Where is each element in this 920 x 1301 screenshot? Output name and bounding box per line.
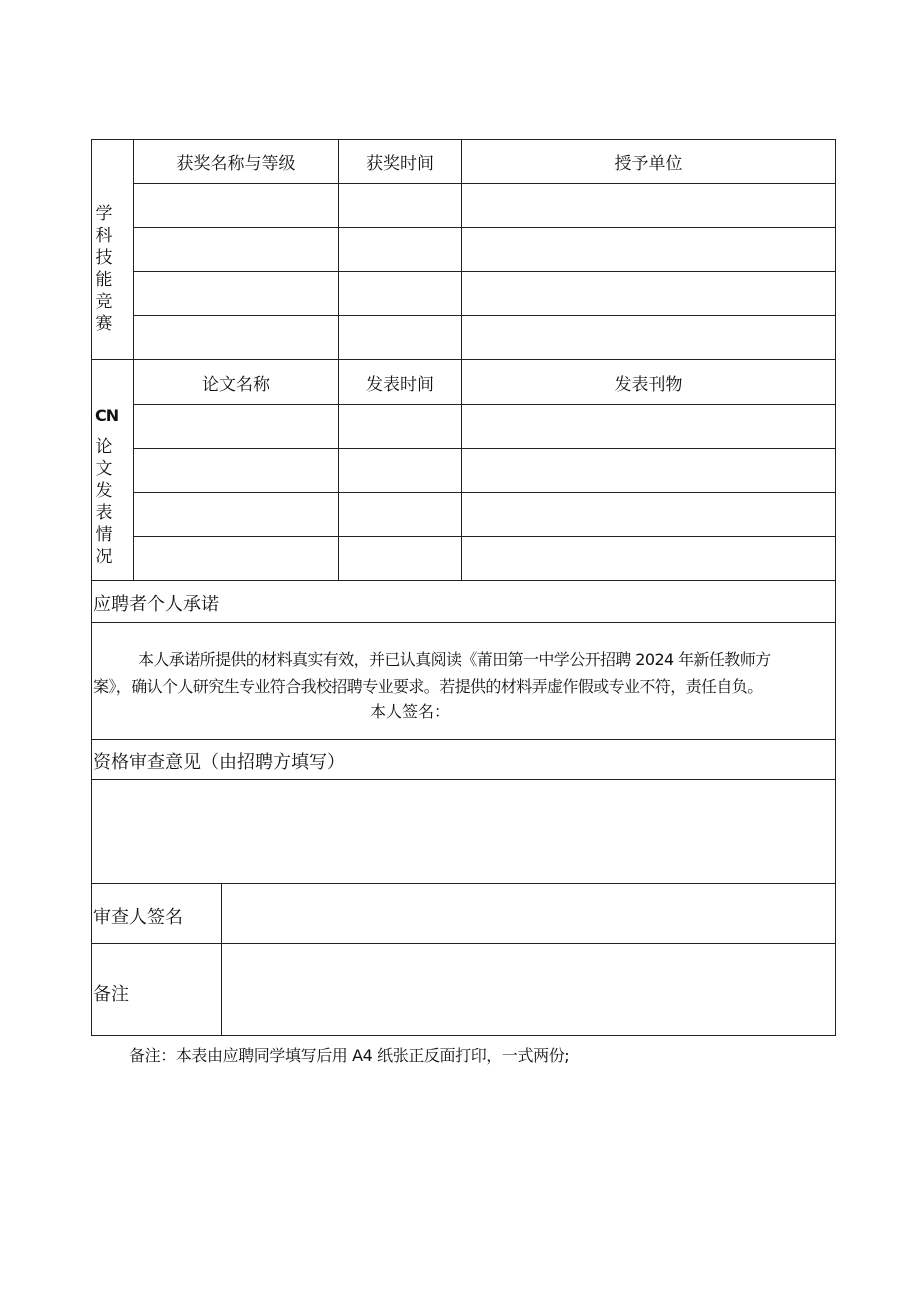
- competition-cell[interactable]: [462, 184, 835, 227]
- pledge-text-line1: 本人承诺所提供的材料真实有效，并已认真阅读《莆田第一中学公开招聘 2024 年新任教师方: [138, 650, 771, 669]
- section-divider: [91, 580, 836, 581]
- papers-cell[interactable]: [134, 405, 338, 448]
- pledge-title: 应聘者个人承诺: [93, 594, 219, 615]
- papers-cell[interactable]: [462, 493, 835, 536]
- papers-header-time: 发表时间: [366, 374, 434, 395]
- pledge-signature-label: 本人签名：: [370, 702, 451, 721]
- papers-header-journal: 发表刊物: [614, 374, 683, 395]
- papers-cell[interactable]: [339, 537, 461, 580]
- papers-cell[interactable]: [134, 449, 338, 492]
- papers-cell[interactable]: [339, 493, 461, 536]
- papers-cell[interactable]: [339, 449, 461, 492]
- competition-cell[interactable]: [339, 316, 461, 359]
- competition-cell[interactable]: [462, 272, 835, 315]
- remarks-field[interactable]: [222, 944, 835, 1035]
- papers-cell[interactable]: [462, 537, 835, 580]
- papers-side-prefix: CN: [95, 406, 119, 425]
- competition-cell[interactable]: [134, 228, 338, 271]
- reviewer-signature-field[interactable]: [222, 884, 835, 943]
- competition-cell[interactable]: [339, 228, 461, 271]
- competition-cell[interactable]: [134, 272, 338, 315]
- papers-cell[interactable]: [462, 449, 835, 492]
- competition-cell[interactable]: [134, 316, 338, 359]
- section-divider: [91, 739, 836, 740]
- review-title: 资格审查意见（由招聘方填写）: [93, 752, 345, 773]
- papers-cell[interactable]: [134, 493, 338, 536]
- footnote: 备注：本表由应聘同学填写后用 A4 纸张正反面打印，一式两份;: [129, 1046, 570, 1065]
- papers-header-title: 论文名称: [202, 374, 270, 395]
- competition-cell[interactable]: [134, 184, 338, 227]
- competition-header-unit: 授予单位: [614, 154, 683, 174]
- competition-header-time: 获奖时间: [366, 154, 434, 174]
- section-divider: [91, 622, 836, 623]
- competition-cell[interactable]: [339, 184, 461, 227]
- competition-cell[interactable]: [462, 228, 835, 271]
- papers-cell[interactable]: [462, 405, 835, 448]
- competition-side-label: 学科技能竞赛: [95, 204, 113, 334]
- remarks-label: 备注: [93, 984, 129, 1005]
- competition-cell[interactable]: [339, 272, 461, 315]
- review-opinion-area[interactable]: [92, 780, 835, 883]
- papers-cell[interactable]: [134, 537, 338, 580]
- papers-side-label: 论文发表情况: [95, 437, 113, 567]
- reviewer-signature-label: 审查人签名: [93, 907, 183, 928]
- competition-header-award: 获奖名称与等级: [176, 154, 296, 174]
- pledge-text-line2: 案》，确认个人研究生专业符合我校招聘专业要求。若提供的材料弄虚作假或专业不符，责任自负。: [93, 677, 763, 696]
- competition-cell[interactable]: [462, 316, 835, 359]
- papers-cell[interactable]: [339, 405, 461, 448]
